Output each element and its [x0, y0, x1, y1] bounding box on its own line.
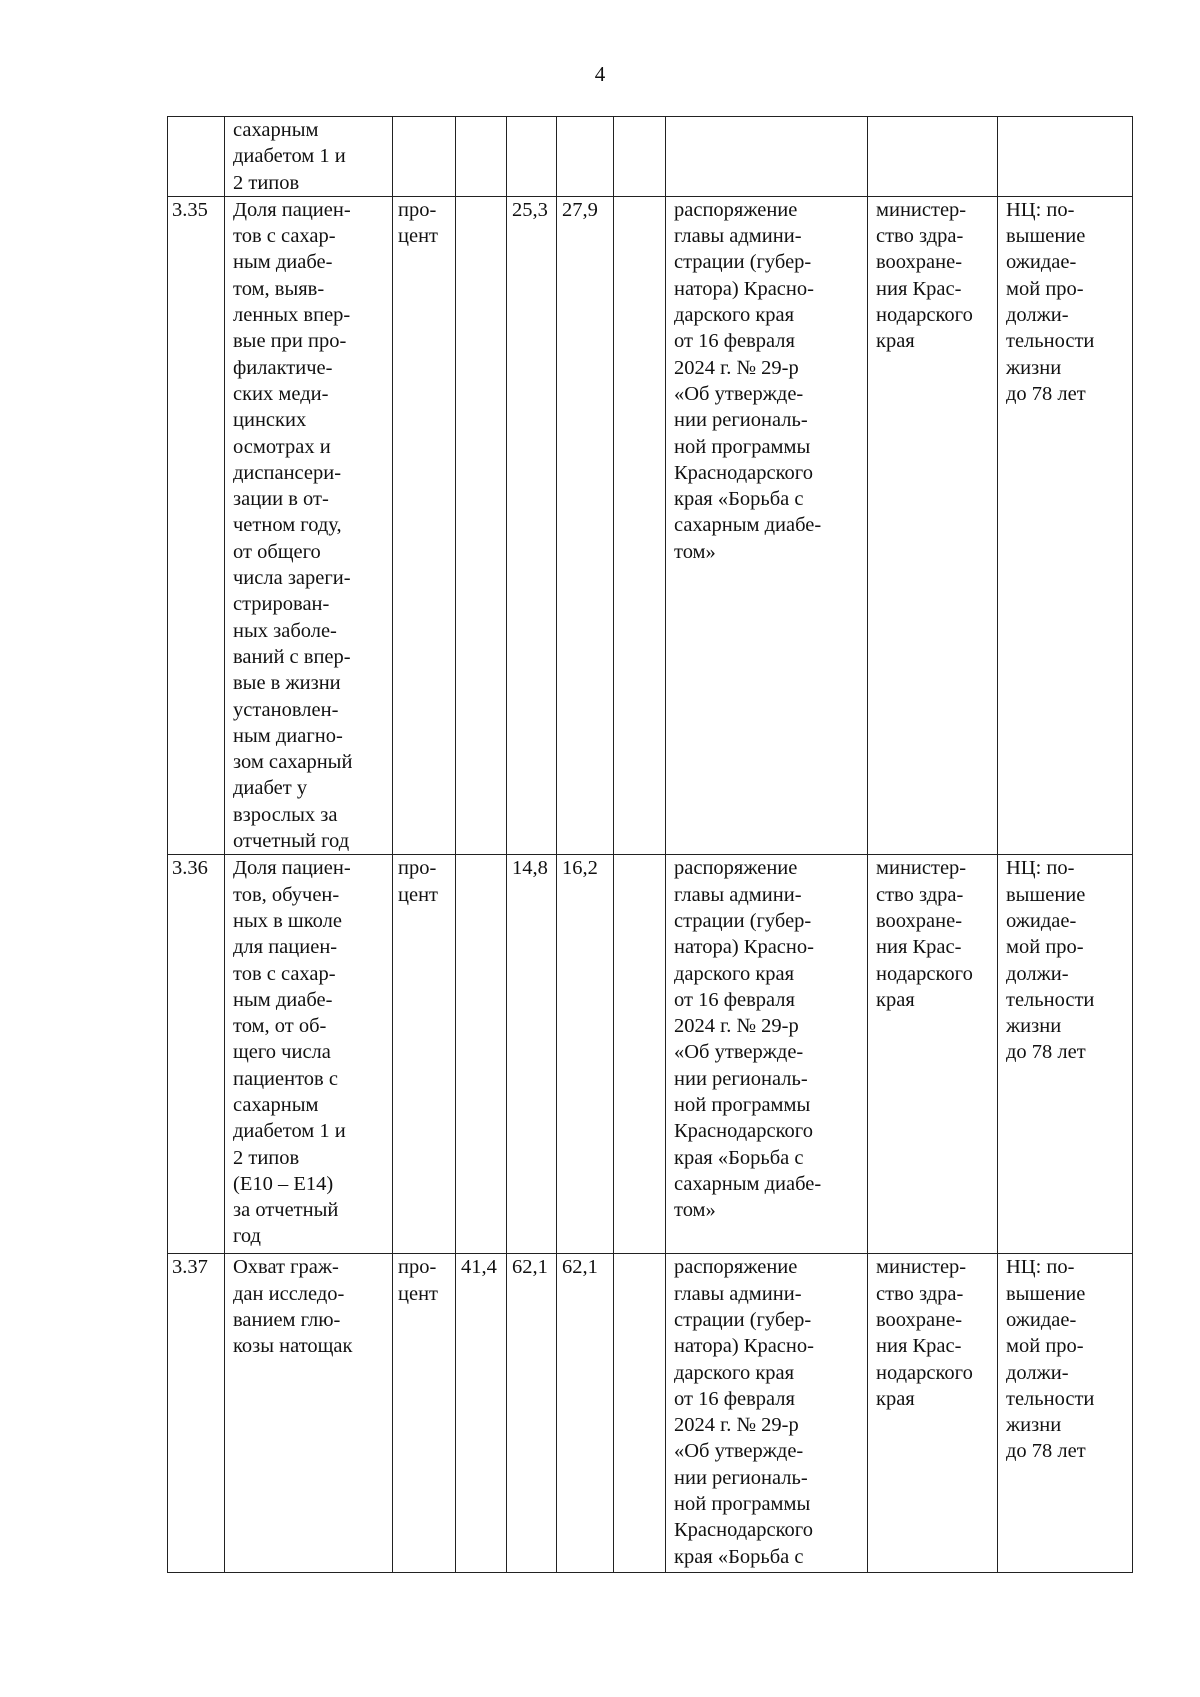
value-cell-3 [557, 196, 614, 854]
document-cell-line: нии региональ- [674, 409, 808, 432]
value-cell-3 [557, 1254, 614, 1573]
document-cell [666, 117, 868, 197]
responsible-cell-line: воохране- [876, 251, 963, 274]
indicator-name-cell-line: козы натощак [233, 1335, 353, 1358]
document-cell-line: от 16 февраля [674, 1387, 795, 1410]
indicator-name-cell-line: стрирован- [233, 593, 330, 616]
goal-cell-line: жизни [1006, 356, 1062, 379]
indicator-name-cell-line: ванием глю- [233, 1308, 341, 1331]
responsible-cell-line: ния Крас- [876, 936, 962, 959]
unit-cell [393, 196, 456, 854]
value-cell-2 [507, 855, 557, 1254]
goal-cell-line: мой про- [1006, 1335, 1084, 1358]
document-cell-line: дарского края [674, 304, 795, 327]
indicator-name-cell-line: ных в школе [233, 909, 342, 932]
goal-cell-line: НЦ: по- [1006, 857, 1075, 880]
indicator-name-cell-line: тов с сахар- [233, 225, 336, 248]
indicator-name-cell-line: год [233, 1225, 261, 1248]
goal-cell-line: до 78 лет [1006, 1440, 1086, 1463]
document-cell-line: края «Борьба с [674, 1146, 804, 1169]
indicator-name-cell-line: том, от об- [233, 1015, 327, 1038]
row-number-cell [168, 117, 225, 197]
indicator-name-cell-line: зации в от- [233, 488, 329, 511]
goal-cell [998, 117, 1133, 197]
goal-cell-line: должи- [1006, 962, 1069, 985]
value-cell-3-text: 27,9 [562, 198, 598, 221]
page-number: 4 [594, 62, 606, 86]
goal-cell-line: ожидае- [1006, 1308, 1077, 1331]
indicator-name-cell-line: вые при про- [233, 330, 347, 353]
goal-cell-line: до 78 лет [1006, 1041, 1086, 1064]
indicator-name-cell-line: четном году, [233, 514, 342, 537]
indicator-name-cell-line: Доля пациен- [233, 857, 351, 880]
indicator-name-cell [225, 1254, 393, 1573]
document-cell-line: нии региональ- [674, 1466, 808, 1489]
indicator-name-cell-line: ных заболе- [233, 619, 337, 642]
indicator-name-cell-line: сахарным [233, 1093, 319, 1116]
indicator-name-cell-line: ленных впер- [233, 304, 351, 327]
goal-cell-line: тельности [1006, 330, 1095, 353]
row-number-cell-text: 3.36 [172, 857, 208, 880]
indicator-name-cell-line: от общего [233, 540, 321, 563]
document-cell-line: дарского края [674, 962, 795, 985]
document-cell-line: сахарным диабе- [674, 1172, 822, 1195]
indicator-name-cell [225, 855, 393, 1254]
indicator-name-cell [225, 117, 393, 197]
value-cell-3 [557, 117, 614, 197]
responsible-cell [868, 1254, 998, 1573]
document-cell-line: ной программы [674, 1093, 811, 1116]
responsible-cell-line: нодарского [876, 304, 973, 327]
indicator-name-cell-line: тов, обучен- [233, 883, 340, 906]
indicator-name-cell-line: установлен- [233, 698, 339, 721]
responsible-cell-line: нодарского [876, 1361, 973, 1384]
indicator-name-cell-line: 2 типов [233, 1146, 300, 1169]
indicator-name-cell-line: зом сахарный [233, 751, 353, 774]
document-cell-line: нии региональ- [674, 1067, 808, 1090]
indicator-name-cell-line: (Е10 – Е14) [233, 1172, 334, 1195]
document-cell-line: натора) Красно- [674, 277, 814, 300]
document-cell-line: главы админи- [674, 1282, 802, 1305]
value-cell-2-text: 14,8 [512, 857, 548, 880]
responsible-cell-line: края [876, 988, 915, 1011]
indicator-name-cell-line: 2 типов [233, 171, 300, 194]
document-cell-line: страции (губер- [674, 251, 812, 274]
indicator-name-cell-line: том, выяв- [233, 277, 325, 300]
indicator-name-cell-line: осмотрах и [233, 435, 331, 458]
document-cell-line: Краснодарского [674, 1120, 813, 1143]
document-cell-line: распоряжение [674, 198, 798, 221]
value-cell-3-text: 62,1 [562, 1256, 598, 1279]
document-cell-line: 2024 г. № 29-р [674, 356, 799, 379]
indicator-name-cell-line: за отчетный [233, 1199, 339, 1222]
indicator-name-cell-line: сахарным [233, 119, 319, 141]
document-cell-line: Краснодарского [674, 461, 813, 484]
document-cell-line: сахарным диабе- [674, 514, 822, 537]
unit-cell-line: цент [398, 883, 438, 906]
unit-cell [393, 855, 456, 1254]
goal-cell-line: вышение [1006, 883, 1086, 906]
indicators-table [167, 116, 1133, 1573]
document-cell-line: от 16 февраля [674, 988, 795, 1011]
indicator-name-cell-line: ным диагно- [233, 724, 343, 747]
responsible-cell-line: министер- [876, 1256, 967, 1279]
goal-cell-line: НЦ: по- [1006, 198, 1075, 221]
indicator-name-cell-line: отчетный год [233, 830, 350, 853]
document-cell-line: «Об утвержде- [674, 382, 804, 405]
indicator-name-cell-line: филактиче- [233, 356, 333, 379]
document-cell [666, 196, 868, 854]
indicator-name-cell-line: взрослых за [233, 803, 338, 826]
goal-cell [998, 855, 1133, 1254]
value-cell-2-text: 25,3 [512, 198, 548, 221]
indicator-name-cell-line: числа зареги- [233, 567, 351, 590]
document-cell-line: страции (губер- [674, 1308, 812, 1331]
indicator-name-cell-line: для пациен- [233, 936, 338, 959]
document-cell-line: края «Борьба с [674, 1545, 804, 1568]
indicator-name-cell-line: дан исследо- [233, 1282, 345, 1305]
goal-cell [998, 1254, 1133, 1573]
unit-cell-line: про- [398, 198, 437, 221]
goal-cell-line: тельности [1006, 1387, 1095, 1410]
indicator-name-cell-line: вые в жизни [233, 672, 341, 695]
indicator-name-cell [225, 196, 393, 854]
document-cell [666, 1254, 868, 1573]
responsible-cell-line: края [876, 1387, 915, 1410]
goal-cell-line: НЦ: по- [1006, 1256, 1075, 1279]
document-cell-line: «Об утвержде- [674, 1440, 804, 1463]
responsible-cell-line: министер- [876, 198, 967, 221]
responsible-cell-line: министер- [876, 857, 967, 880]
unit-cell [393, 1254, 456, 1573]
document-cell-line: натора) Красно- [674, 936, 814, 959]
row-number-cell [168, 196, 225, 854]
value-cell-4 [614, 855, 666, 1254]
document-cell-line: ной программы [674, 435, 811, 458]
indicator-name-cell-line: ваний с впер- [233, 645, 351, 668]
document-cell-line: том» [674, 1199, 716, 1222]
goal-cell-line: должи- [1006, 1361, 1069, 1384]
row-number-cell-text: 3.37 [172, 1256, 208, 1279]
unit-cell-line: цент [398, 1282, 438, 1305]
goal-cell-line: ожидае- [1006, 909, 1077, 932]
value-cell-4 [614, 117, 666, 197]
document-cell-line: ной программы [674, 1492, 811, 1515]
value-cell-1 [456, 855, 507, 1254]
indicator-name-cell-line: тов с сахар- [233, 962, 336, 985]
document-cell-line: распоряжение [674, 857, 798, 880]
value-cell-2 [507, 196, 557, 854]
document-cell-line: распоряжение [674, 1256, 798, 1279]
goal-cell-line: жизни [1006, 1015, 1062, 1038]
goal-cell-line: вышение [1006, 1282, 1086, 1305]
document-cell [666, 855, 868, 1254]
document-cell-line: от 16 февраля [674, 330, 795, 353]
value-cell-4 [614, 1254, 666, 1573]
table-row [168, 196, 1133, 854]
goal-cell-line: жизни [1006, 1414, 1062, 1437]
value-cell-1-text: 41,4 [461, 1256, 497, 1279]
document-cell-line: страции (губер- [674, 909, 812, 932]
indicator-name-cell-line: ских меди- [233, 382, 329, 405]
document-cell-line: «Об утвержде- [674, 1041, 804, 1064]
responsible-cell-line: ния Крас- [876, 277, 962, 300]
goal-cell-line: вышение [1006, 225, 1086, 248]
indicator-name-cell-line: цинских [233, 409, 307, 432]
value-cell-3 [557, 855, 614, 1254]
responsible-cell [868, 855, 998, 1254]
indicator-name-cell-line: диабетом 1 и [233, 1120, 346, 1143]
responsible-cell [868, 196, 998, 854]
goal-cell-line: мой про- [1006, 936, 1084, 959]
row-number-cell [168, 1254, 225, 1573]
document-cell-line: Краснодарского [674, 1519, 813, 1542]
goal-cell-line: мой про- [1006, 277, 1084, 300]
row-number-cell [168, 855, 225, 1254]
document-cell-line: том» [674, 540, 716, 563]
unit-cell-line: цент [398, 225, 438, 248]
indicator-name-cell-line: диабетом 1 и [233, 145, 346, 168]
value-cell-2-text: 62,1 [512, 1256, 548, 1279]
goal-cell-line: ожидае- [1006, 251, 1077, 274]
indicator-name-cell-line: щего числа [233, 1041, 331, 1064]
responsible-cell-line: ство здра- [876, 225, 964, 248]
document-cell-line: 2024 г. № 29-р [674, 1015, 799, 1038]
responsible-cell-line: края [876, 330, 915, 353]
value-cell-1 [456, 117, 507, 197]
indicator-name-cell-line: ным диабе- [233, 251, 333, 274]
document-cell-line: края «Борьба с [674, 488, 804, 511]
table-row [168, 855, 1133, 1254]
value-cell-2 [507, 117, 557, 197]
indicator-name-cell-line: диспансери- [233, 461, 342, 484]
goal-cell [998, 196, 1133, 854]
value-cell-3-text: 16,2 [562, 857, 598, 880]
value-cell-2 [507, 1254, 557, 1573]
document-cell-line: главы админи- [674, 883, 802, 906]
table-row [168, 1254, 1133, 1573]
indicator-name-cell-line: Охват граж- [233, 1256, 339, 1279]
unit-cell-line: про- [398, 857, 437, 880]
document-cell-line: главы админи- [674, 225, 802, 248]
document-cell-line: натора) Красно- [674, 1335, 814, 1358]
row-number-cell-text: 3.35 [172, 198, 208, 221]
indicator-name-cell-line: ным диабе- [233, 988, 333, 1011]
indicator-name-cell-line: Доля пациен- [233, 198, 351, 221]
responsible-cell-line: ство здра- [876, 883, 964, 906]
goal-cell-line: должи- [1006, 304, 1069, 327]
goal-cell-line: тельности [1006, 988, 1095, 1011]
unit-cell [393, 117, 456, 197]
goal-cell-line: до 78 лет [1006, 382, 1086, 405]
responsible-cell-line: ния Крас- [876, 1335, 962, 1358]
unit-cell-line: про- [398, 1256, 437, 1279]
value-cell-4 [614, 196, 666, 854]
responsible-cell [868, 117, 998, 197]
value-cell-1 [456, 196, 507, 854]
indicator-name-cell-line: диабет у [233, 777, 308, 800]
indicator-name-cell-line: пациентов с [233, 1067, 338, 1090]
table-row [168, 117, 1133, 197]
document-cell-line: дарского края [674, 1361, 795, 1384]
responsible-cell-line: воохране- [876, 909, 963, 932]
document-cell-line: 2024 г. № 29-р [674, 1414, 799, 1437]
responsible-cell-line: воохране- [876, 1308, 963, 1331]
responsible-cell-line: нодарского [876, 962, 973, 985]
value-cell-1 [456, 1254, 507, 1573]
responsible-cell-line: ство здра- [876, 1282, 964, 1305]
